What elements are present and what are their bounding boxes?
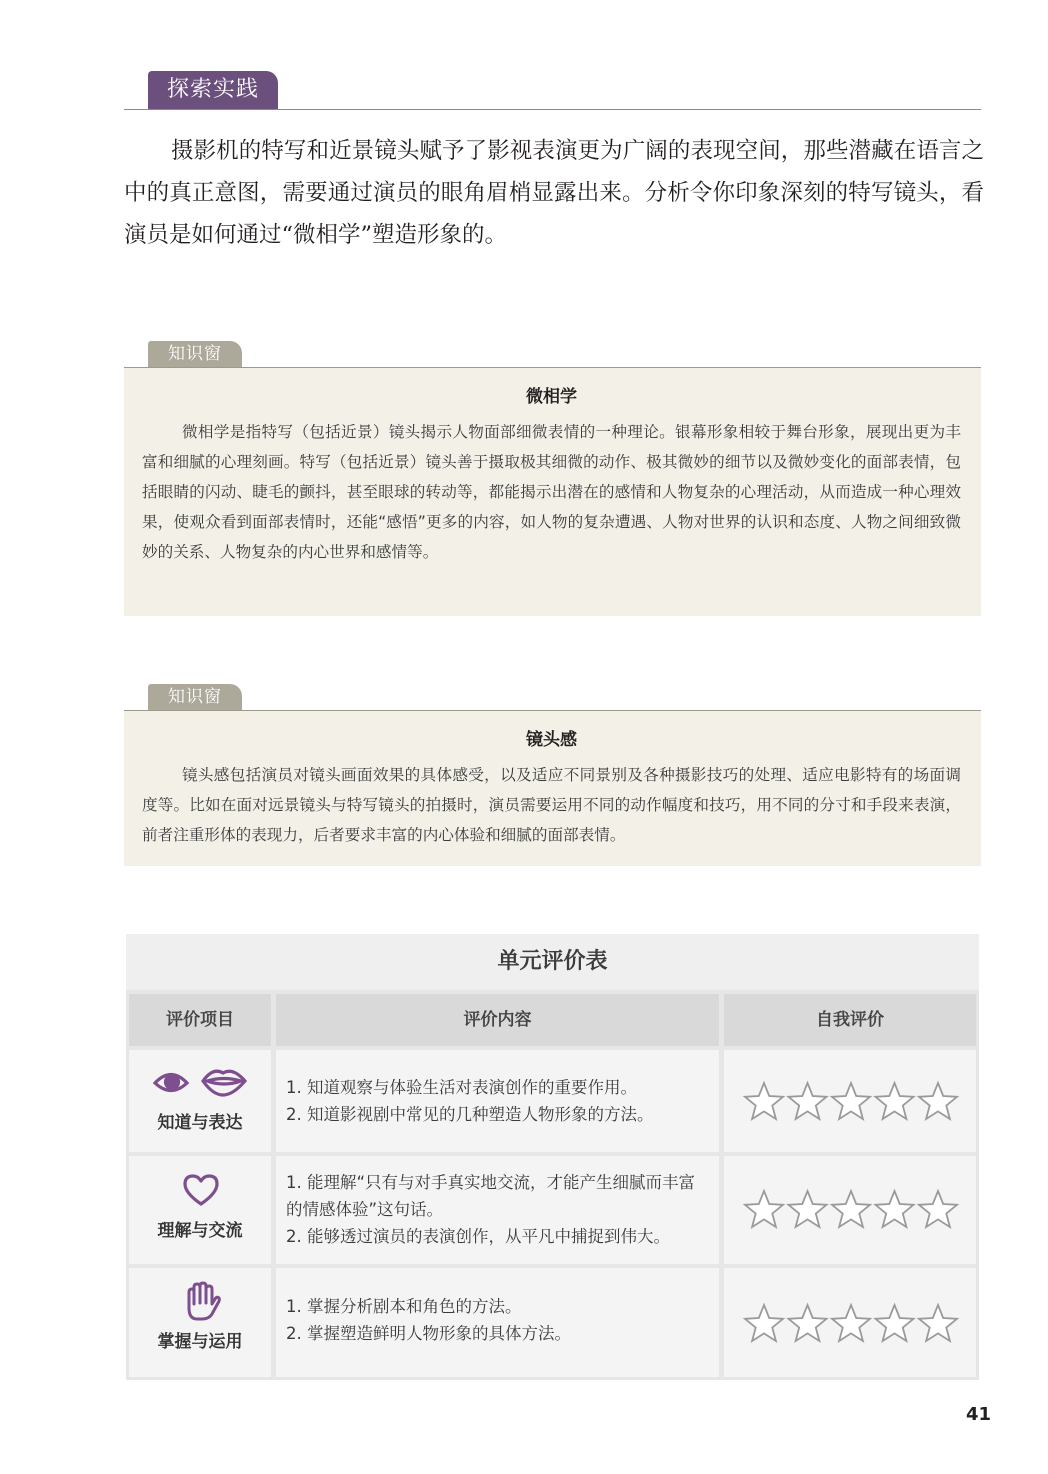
- table-row-rating: [724, 1268, 976, 1377]
- table-row-item: [129, 1050, 271, 1152]
- content-line: 1. 知道观察与体验生活对表演创作的重要作用。: [286, 1078, 637, 1097]
- knowledge-tab: 知识窗: [148, 684, 242, 710]
- star-icon[interactable]: [745, 1305, 783, 1341]
- star-rating[interactable]: [742, 1188, 960, 1232]
- star-icon[interactable]: [919, 1305, 957, 1341]
- star-icon[interactable]: [832, 1083, 870, 1119]
- table-row-content: [276, 1156, 719, 1264]
- row-item-label: 知道与表达: [157, 1113, 243, 1133]
- content-line: 1. 掌握分析剧本和角色的方法。: [286, 1297, 522, 1316]
- star-icon[interactable]: [789, 1191, 827, 1227]
- star-icon[interactable]: [789, 1305, 827, 1341]
- star-icon[interactable]: [832, 1305, 870, 1341]
- table-row-content: [276, 1268, 719, 1377]
- intro-paragraph: 摄影机的特写和近景镜头赋予了影视表演更为广阔的表现空间，那些潜藏在语言之中的真正意图，需要通过演员的眼角眉梢显露出来。分析令你印象深刻的特写镜头，看演员是如何通过“微相学”塑造形象的。: [124, 138, 984, 248]
- star-icon[interactable]: [876, 1083, 914, 1119]
- star-icon[interactable]: [919, 1191, 957, 1227]
- knowledge-tab: 知识窗: [148, 341, 242, 367]
- knowledge-text: 镜头感包括演员对镜头画面效果的具体感受，以及适应不同景别及各种摄影技巧的处理、适应电影特有的场面调度等。比如在面对远景镜头与特写镜头的拍摄时，演员需要运用不同的动作幅度和技巧，用不同的分寸和手段来表演，前者注重形体的表现力，后者要求丰富的内心体验和细腻的面部表情。: [142, 766, 961, 844]
- row-item-label: 掌握与运用: [157, 1332, 243, 1352]
- star-rating[interactable]: [742, 1302, 960, 1346]
- evaluation-title: 单元评价表: [126, 934, 979, 990]
- content-line: 1. 能理解“只有与对手真实地交流，才能产生细腻而丰富的情感体验”这句话。: [286, 1173, 696, 1219]
- star-icon[interactable]: [789, 1083, 827, 1119]
- eye-and-lips-icon: [151, 1062, 251, 1100]
- knowledge-title: 镜头感: [526, 730, 577, 750]
- star-icon[interactable]: [876, 1305, 914, 1341]
- heart-icon: [181, 1172, 221, 1208]
- table-row-rating: [724, 1156, 976, 1264]
- star-icon[interactable]: [832, 1191, 870, 1227]
- table-row-content: [276, 1050, 719, 1152]
- header-item: 评价项目: [129, 994, 271, 1046]
- content-line: 2. 能够透过演员的表演创作，从平凡中捕捉到伟大。: [286, 1227, 670, 1246]
- header-self-eval: 自我评价: [724, 994, 976, 1046]
- row-item-label: 理解与交流: [157, 1221, 243, 1241]
- knowledge-title: 微相学: [526, 387, 577, 407]
- star-rating[interactable]: [742, 1080, 960, 1124]
- content-line: 2. 知道影视剧中常见的几种塑造人物形象的方法。: [286, 1105, 654, 1124]
- star-icon[interactable]: [745, 1191, 783, 1227]
- star-icon[interactable]: [919, 1083, 957, 1119]
- section-header: [124, 67, 981, 110]
- section-tab: 探索实践: [148, 71, 278, 109]
- table-row-rating: [724, 1050, 976, 1152]
- knowledge-box-camera-sense: [124, 684, 981, 866]
- evaluation-table: [126, 934, 979, 1380]
- star-icon[interactable]: [876, 1191, 914, 1227]
- header-content: 评价内容: [276, 994, 719, 1046]
- table-row-item: [129, 1268, 271, 1377]
- knowledge-text: 微相学是指特写（包括近景）镜头揭示人物面部细微表情的一种理论。银幕形象相较于舞台形象，展现出更为丰富和细腻的心理刻画。特写（包括近景）镜头善于摄取极其细微的动作、极其微妙的细节以及微妙变化的面部表情，包括眼睛的闪动、睫毛的颤抖，甚至眼球的转动等，都能揭示出潜在的感情和人物复杂的心理活动，从而造成一种心理效果，使观众看到面部表情时，还能“感悟”更多的内容，如人物的复杂遭遇、人物对世界的认识和态度、人物之间细致微妙的关系、人物复杂的内心世界和感情等。: [142, 423, 961, 561]
- star-icon[interactable]: [745, 1083, 783, 1119]
- hand-icon: [179, 1278, 223, 1322]
- knowledge-box-micro-physiognomy: [124, 341, 981, 616]
- table-row-item: [129, 1156, 271, 1264]
- page-number: 41: [966, 1404, 992, 1425]
- content-line: 2. 掌握塑造鲜明人物形象的具体方法。: [286, 1324, 571, 1343]
